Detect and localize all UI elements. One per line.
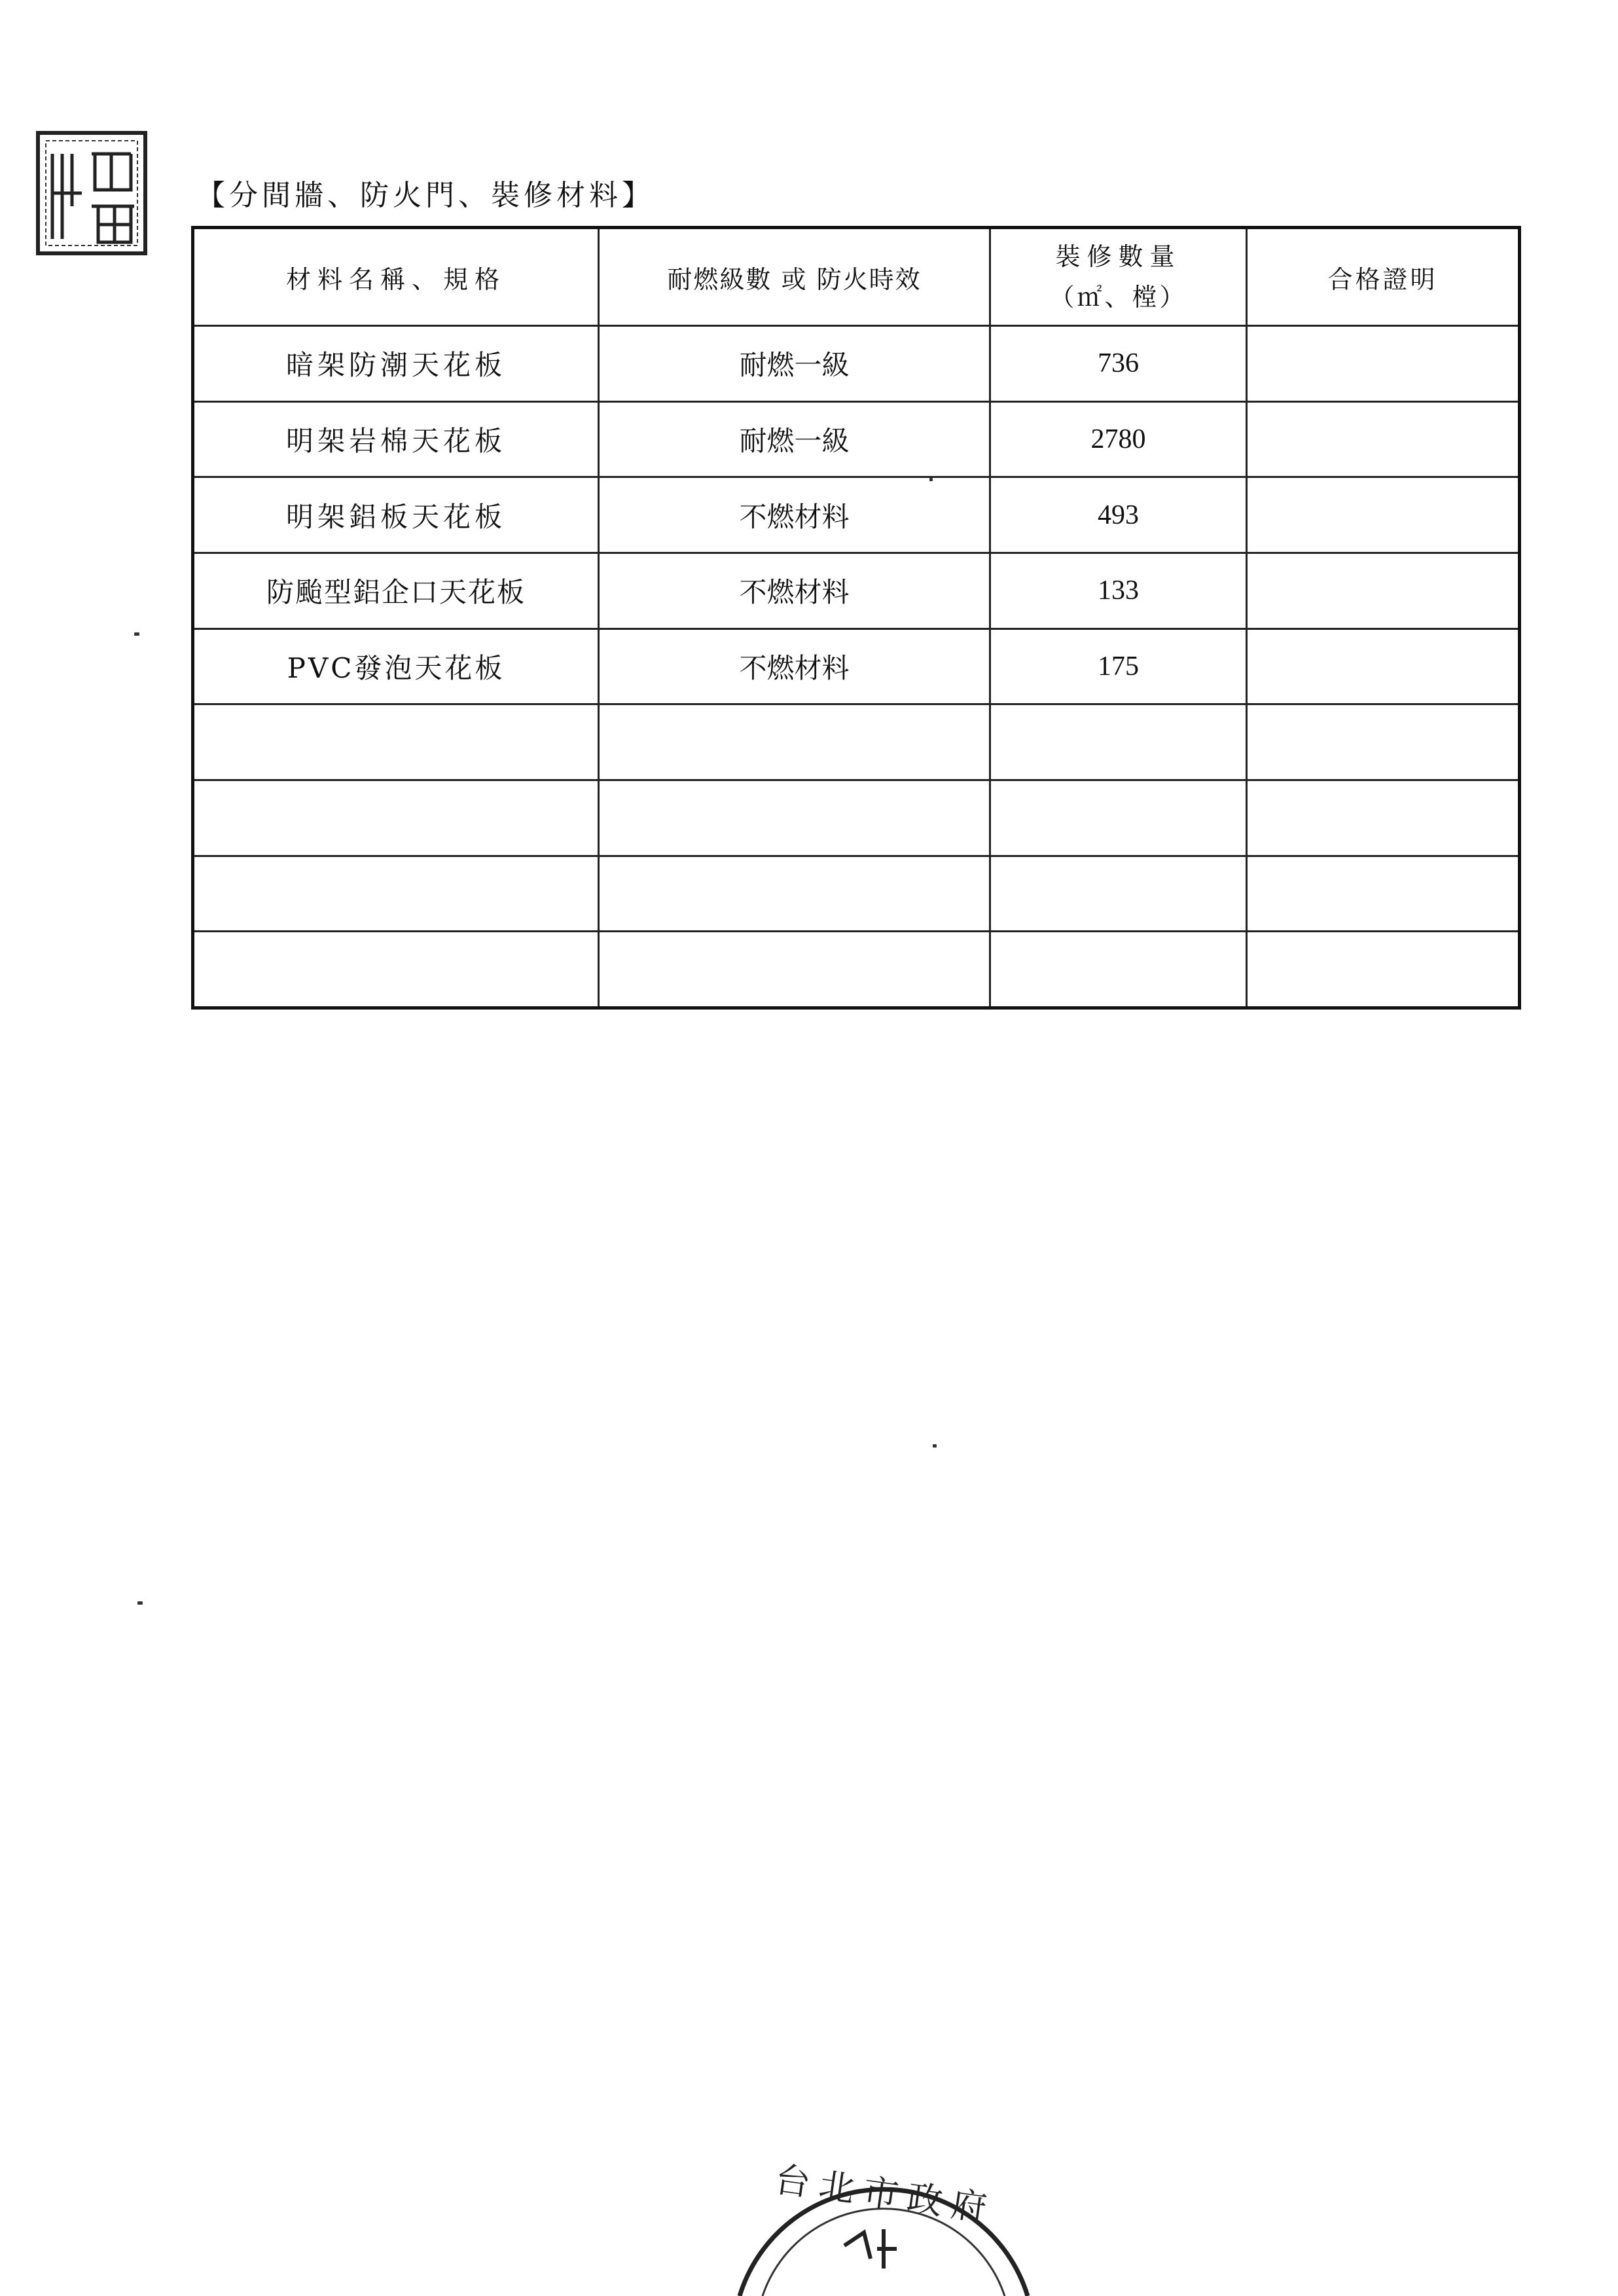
seal-text: 台北市政府	[772, 2158, 999, 2231]
fire-rating-cell: 耐燃一級	[599, 401, 990, 477]
material-name-cell	[193, 780, 599, 856]
header-certificate: 合格證明	[1247, 228, 1520, 326]
square-stamp	[33, 128, 151, 259]
quantity-cell	[990, 704, 1247, 780]
fire-rating-cell	[599, 780, 990, 856]
certificate-cell	[1247, 780, 1520, 856]
government-seal	[733, 2134, 1034, 2296]
material-name-cell: 明架鋁板天花板	[193, 477, 599, 553]
quantity-cell: 736	[990, 326, 1247, 402]
certificate-cell	[1247, 629, 1520, 704]
table-row	[193, 856, 1520, 932]
material-name-cell: 暗架防潮天花板	[193, 326, 599, 402]
quantity-cell	[990, 932, 1247, 1008]
certificate-cell	[1247, 932, 1520, 1008]
scan-speck	[929, 478, 933, 481]
table-row	[193, 326, 1520, 402]
certificate-cell	[1247, 704, 1520, 780]
scan-speck	[933, 1444, 937, 1448]
quantity-cell	[990, 856, 1247, 932]
material-name-cell	[193, 932, 599, 1008]
material-name-cell: 明架岩棉天花板	[193, 401, 599, 477]
materials-table	[191, 226, 1521, 1010]
table-row	[193, 704, 1520, 780]
header-material-name: 材料名稱、規格	[193, 228, 599, 326]
table-row	[193, 780, 1520, 856]
certificate-cell	[1247, 326, 1520, 402]
table-row	[193, 477, 1520, 553]
material-name-cell: PVC發泡天花板	[193, 629, 599, 704]
header-quantity-unit: （㎡、樘）	[1049, 283, 1187, 312]
fire-rating-cell: 不燃材料	[599, 629, 990, 704]
table-row	[193, 629, 1520, 704]
fire-rating-cell: 耐燃一級	[599, 326, 990, 402]
certificate-cell	[1247, 553, 1520, 629]
quantity-cell: 2780	[990, 401, 1247, 477]
fire-rating-cell	[599, 856, 990, 932]
material-name-cell	[193, 704, 599, 780]
table-row	[193, 553, 1520, 629]
quantity-cell	[990, 780, 1247, 856]
fire-rating-cell: 不燃材料	[599, 553, 990, 629]
header-quantity-label: 裝修數量	[1055, 242, 1181, 271]
table-row	[193, 932, 1520, 1008]
scan-speck	[134, 632, 139, 636]
section-title: 【分間牆、防火門、裝修材料】	[196, 179, 655, 212]
header-quantity	[990, 228, 1247, 326]
quantity-cell: 493	[990, 477, 1247, 553]
quantity-cell: 175	[990, 629, 1247, 704]
material-name-cell	[193, 856, 599, 932]
certificate-cell	[1247, 477, 1520, 553]
certificate-cell	[1247, 401, 1520, 477]
header-fire-rating: 耐燃級數 或 防火時效	[599, 228, 990, 326]
fire-rating-cell	[599, 704, 990, 780]
material-name-cell: 防颱型鋁企口天花板	[193, 553, 599, 629]
quantity-cell: 133	[990, 553, 1247, 629]
scan-speck	[137, 1601, 143, 1605]
certificate-cell	[1247, 856, 1520, 932]
table-row	[193, 401, 1520, 477]
fire-rating-cell	[599, 932, 990, 1008]
fire-rating-cell: 不燃材料	[599, 477, 990, 553]
